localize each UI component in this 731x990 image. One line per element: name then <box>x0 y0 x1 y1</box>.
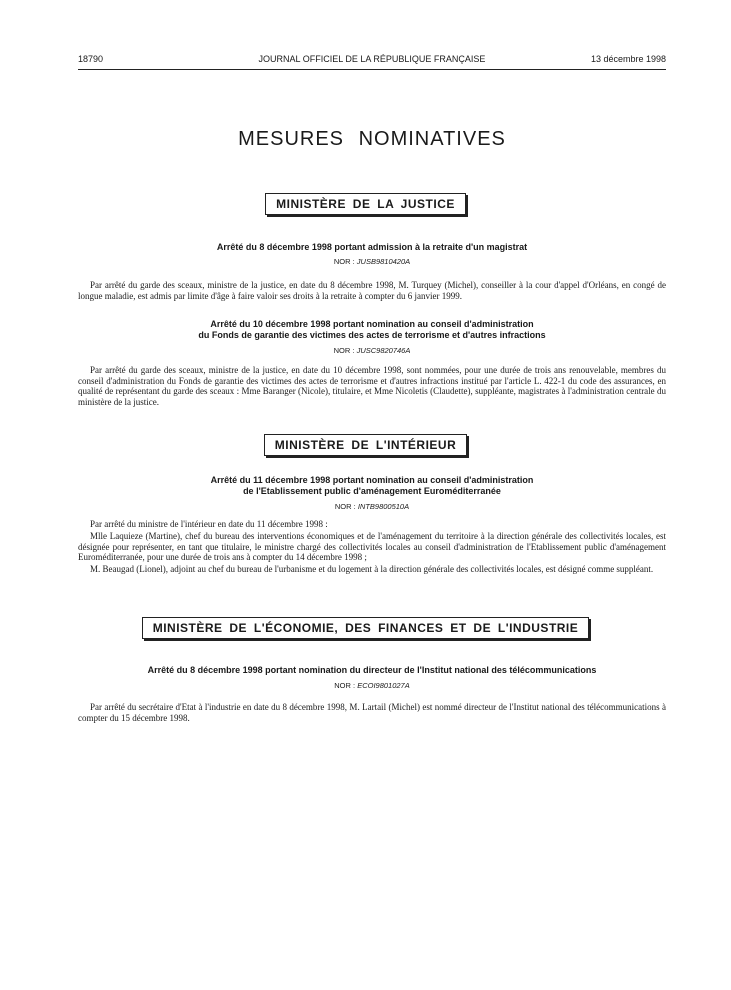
arrete-title: Arrêté du 11 décembre 1998 portant nomination au conseil d'administration de l'Etablissement public d'aménagement Euroméditerranée <box>210 475 534 496</box>
ministry-label: MINISTÈRE DE LA JUSTICE <box>265 193 466 215</box>
page-number: 18790 <box>78 54 104 64</box>
issue-date: 13 décembre 1998 <box>590 54 666 64</box>
journal-title: JOURNAL OFFICIEL DE LA RÉPUBLIQUE FRANÇAISE <box>258 54 486 64</box>
ministry-heading-justice <box>0 193 731 215</box>
nor-reference: NOR : ECOI9801027A <box>334 681 410 690</box>
arrete-paragraph: Par arrêté du garde des sceaux, ministre de la justice, en date du 8 décembre 1998, M. Turquey (Michel), conseiller à la cour d'appel d'Orléans, en congé de longue maladie, est admis par limite d'âge à faire valoir ses droits à la retraite à compter du 6 janvier 1999. <box>78 280 666 301</box>
nor-reference: NOR : JUSB9810420A <box>333 257 411 266</box>
page-title: MESURES NOMINATIVES <box>238 128 506 150</box>
ministry-label: MINISTÈRE DE L'INTÉRIEUR <box>264 434 468 456</box>
arrete-paragraph: Mlle Laquieze (Martine), chef du bureau des interventions économiques et de l'aménagement du territoire à la direction générale des collectivités locales, est désignée pour représenter, en tant que titulaire, le ministre chargé des collectivités locales au conseil d'administration de l'Etablissement public d'aménagement Euroméditerranée, pour une durée de trois ans à compter du 14 décembre 1998 ; <box>78 531 666 562</box>
arrete-paragraph: Par arrêté du ministre de l'intérieur en date du 11 décembre 1998 : <box>90 519 328 529</box>
page-header <box>78 54 666 68</box>
arrete-paragraph: M. Beaugad (Lionel), adjoint au chef du bureau de l'urbanisme et du logement à la direction générale des collectivités locales, est désigné comme suppléant. <box>90 564 654 574</box>
ministry-heading-interieur <box>0 434 731 456</box>
arrete-title: Arrêté du 10 décembre 1998 portant nomination au conseil d'administration du Fonds de garantie des victimes des actes de terrorisme et d'autres infractions <box>198 319 546 340</box>
nor-reference: NOR : INTB9800510A <box>334 502 410 511</box>
arrete-paragraph: Par arrêté du garde des sceaux, ministre de la justice, en date du 10 décembre 1998, sont nommées, pour une durée de trois ans renouvelable, membres du conseil d'administration du Fonds de garantie des victimes des actes de terrorisme et d'autres infractions institué par l'article L. 422-1 du code des assurances, en qualité de représentant du garde des sceaux : Mme Baranger (Nicole), titulaire, et Mme Nicoletis (Claudette), suppléante, magistrates à l'administration centrale du ministère de la justice. <box>78 365 666 407</box>
arrete-title: Arrêté du 8 décembre 1998 portant admission à la retraite d'un magistrat <box>216 242 528 252</box>
arrete-paragraph: Par arrêté du secrétaire d'Etat à l'industrie en date du 8 décembre 1998, M. Lartail (Michel) est nommé directeur de l'Institut national des télécommunications à compter du 15 décembre 1998. <box>78 702 666 723</box>
ministry-heading-economie <box>0 617 731 639</box>
ministry-label: MINISTÈRE DE L'ÉCONOMIE, DES FINANCES ET DE L'INDUSTRIE <box>142 617 590 639</box>
header-rule <box>78 69 666 70</box>
arrete-title: Arrêté du 8 décembre 1998 portant nomination du directeur de l'Institut national des télécommunications <box>147 665 597 675</box>
nor-reference: NOR : JUSC9820746A <box>333 346 411 355</box>
